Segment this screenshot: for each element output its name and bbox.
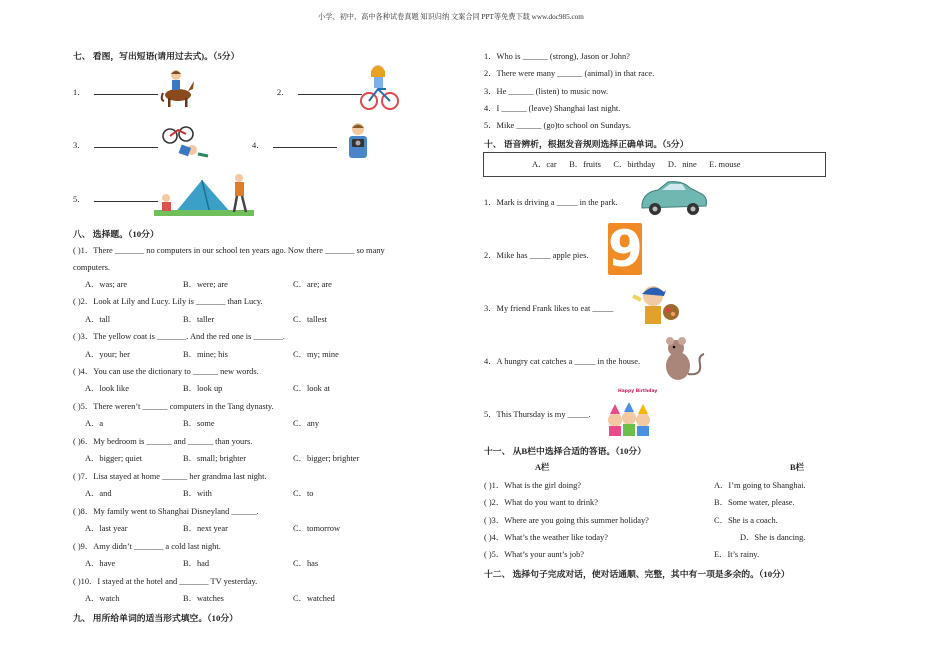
option-c[interactable]: C．bigger; brighter <box>293 454 360 463</box>
question-6: ( )6．My bedroom is ______ and ______ than yours. <box>73 437 253 446</box>
fill-item-1: 1．Who is ______ (strong), Jason or John? <box>484 52 630 61</box>
horse-riding-picture <box>160 67 196 109</box>
item-number: 5． <box>73 195 86 204</box>
question-2: ( )2．Look at Lily and Lucy. Lily is _______ than Lucy. <box>73 297 263 306</box>
option-a[interactable]: A．look like <box>85 384 129 393</box>
option-a[interactable]: A．a <box>85 419 104 428</box>
match-question-2: ( )2．What do you want to drink? <box>484 498 598 507</box>
fall-off-bike-picture <box>158 126 212 160</box>
phonics-item-5: 5．This Thursday is my _____. <box>484 410 591 419</box>
match-question-3: ( )3．Where are you going this summer holiday? <box>484 516 649 525</box>
option-a[interactable]: A．watch <box>85 594 120 603</box>
fill-item-4: 4．I ______ (leave) Shanghai last night. <box>484 104 621 113</box>
car-picture <box>638 180 708 218</box>
column-b-header: B栏 <box>790 463 804 472</box>
option-a[interactable]: A．your; her <box>85 350 130 359</box>
phonics-item-2: 2．Mike has _____ apple pies. <box>484 251 589 260</box>
item-number: 3． <box>73 141 86 150</box>
item-number: 2． <box>277 88 290 97</box>
option-a[interactable]: A．last year <box>85 524 128 533</box>
fill-item-2: 2．There were many ______ (animal) in that race. <box>484 69 655 78</box>
question-5: ( )5．There weren’t ______ computers in the Tang dynasty. <box>73 402 274 411</box>
question-3: ( )3．The yellow coat is _______. And the red one is _______. <box>73 332 285 341</box>
section-8-title: 八、 选择题。（10分） <box>73 229 159 239</box>
option-a[interactable]: A．and <box>85 489 112 498</box>
option-b[interactable]: B．with <box>183 489 212 498</box>
section-9-title: 九、 用所给单词的适当形式填空。（10分） <box>73 613 238 623</box>
bicycle-picture <box>360 63 398 111</box>
option-c[interactable]: C．any <box>293 419 320 428</box>
question-10: ( )10．I stayed at the hotel and _______ TV yesterday. <box>73 577 258 586</box>
camping-tent-picture <box>154 172 254 218</box>
option-c[interactable]: C．tallest <box>293 315 327 324</box>
question-1-cont: computers. <box>73 263 110 272</box>
option-b[interactable]: B．had <box>183 559 210 568</box>
match-answer-e: E．It’s rainy. <box>714 550 760 559</box>
item-number: 4． <box>252 141 265 150</box>
question-4: ( )4．You can use the dictionary to ______ new words. <box>73 367 259 376</box>
question-1: ( )1．There _______ no computers in our school ten years ago. Now there _______ so many <box>73 246 385 255</box>
section-7-title: 七、 看图，写出短语(请用过去式)。（5分） <box>73 51 240 61</box>
option-c[interactable]: C．has <box>293 559 319 568</box>
boy-eating-fruit-picture <box>631 282 681 330</box>
birthday-party-picture <box>605 388 653 438</box>
item-number: 1． <box>73 88 86 97</box>
match-answer-b: B．Some water, please. <box>714 498 795 507</box>
match-question-5: ( )5．What’s your aunt’s job? <box>484 550 585 559</box>
option-b[interactable]: B．were; are <box>183 280 228 289</box>
phonics-item-1: 1．Mark is driving a _____ in the park. <box>484 198 618 207</box>
option-b[interactable]: B．next year <box>183 524 228 533</box>
question-8: ( )8．My family went to Shanghai Disneyland ______. <box>73 507 259 516</box>
option-b[interactable]: B．mine; his <box>183 350 228 359</box>
number-nine-picture <box>608 220 643 278</box>
nine-glyph: 9 <box>608 220 643 278</box>
picture-item-3 <box>73 138 158 151</box>
match-question-4: ( )4．What’s the weather like today? <box>484 533 608 542</box>
option-b[interactable]: B．look up <box>183 384 223 393</box>
match-answer-a: A．I’m going to Shanghai. <box>714 481 806 490</box>
birthday-banner: Happy Birthday <box>618 389 658 394</box>
fill-item-3: 3．He ______ (listen) to music now. <box>484 87 609 96</box>
page-header: 小学、初中、高中各种试卷真题 知识归纳 文案合同 PPT等免费下载 www.doc985.com <box>318 13 584 21</box>
taking-photos-picture <box>344 121 372 161</box>
section-12-title: 十二、 选择句子完成对话，使对话通顺、完整，其中有一项是多余的。（10分） <box>484 569 790 579</box>
column-a-header: A栏 <box>535 463 550 472</box>
option-a[interactable]: A．was; are <box>85 280 128 289</box>
match-answer-c: C．She is a coach. <box>714 516 778 525</box>
picture-item-1 <box>73 85 158 98</box>
question-9: ( )9．Amy didn’t _______ a cold last night. <box>73 542 221 551</box>
option-b[interactable]: B．watches <box>183 594 224 603</box>
option-a[interactable]: A．have <box>85 559 116 568</box>
section-10-title: 十、 语音辨析，根据发音规则选择正确单词。（5分） <box>484 139 689 149</box>
section-11-title: 十一、 从B栏中选择合适的答语。（10分） <box>484 446 647 456</box>
option-c[interactable]: C．to <box>293 489 314 498</box>
phonics-item-4: 4．A hungry cat catches a _____ in the house. <box>484 357 641 366</box>
match-question-1: ( )1．What is the girl doing? <box>484 481 581 490</box>
phonics-item-3: 3．My friend Frank likes to eat _____ <box>484 304 614 313</box>
mouse-picture <box>660 336 706 384</box>
option-a[interactable]: A．tall <box>85 315 111 324</box>
option-b[interactable]: B．some <box>183 419 215 428</box>
picture-item-5 <box>73 192 158 205</box>
picture-item-4 <box>252 138 337 151</box>
option-a[interactable]: A．bigger; quiet <box>85 454 142 463</box>
match-answer-d: D．She is dancing. <box>740 533 806 542</box>
option-c[interactable]: C．look at <box>293 384 330 393</box>
word-options: A．car B．fruits C．birthday D．nine E. mouse <box>532 160 741 169</box>
option-c[interactable]: C．watched <box>293 594 335 603</box>
option-b[interactable]: B．taller <box>183 315 215 324</box>
fill-item-5: 5．Mike ______ (go)to school on Sundays. <box>484 121 632 130</box>
option-c[interactable]: C．my; mine <box>293 350 339 359</box>
option-b[interactable]: B．small; brighter <box>183 454 247 463</box>
option-c[interactable]: C．are; are <box>293 280 332 289</box>
option-c[interactable]: C．tomorrow <box>293 524 340 533</box>
picture-item-2 <box>277 85 362 98</box>
question-7: ( )7．Lisa stayed at home ______ her grandma last night. <box>73 472 267 481</box>
